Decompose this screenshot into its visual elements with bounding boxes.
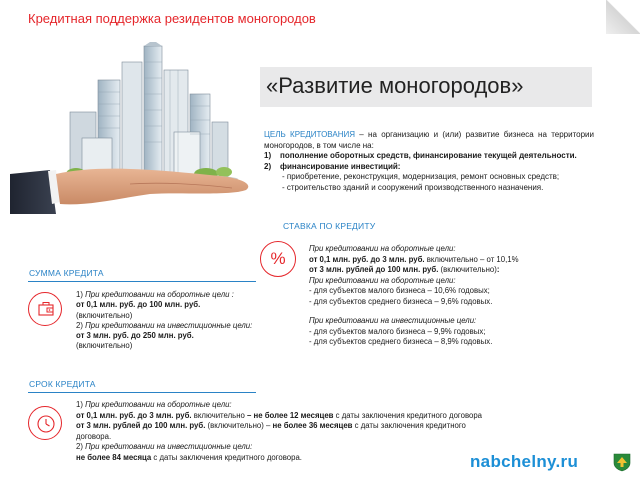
term-duration: не более 84 месяца (76, 452, 152, 462)
term-amount-range: от 0,1 млн. руб. до 3 млн. руб. (76, 410, 192, 420)
rate-line (309, 255, 609, 266)
rate-line: - для субъектов среднего бизнеса – 9,6% годовых. (309, 296, 493, 306)
sum-line: (включительно) (76, 341, 133, 351)
term-line-text: с даты заключения кредитного договора (333, 410, 483, 420)
term-duration: не более 36 месяцев (272, 421, 353, 430)
term-line (76, 411, 546, 422)
rate-line: - для субъектов малого бизнеса – 9,9% годовых; (309, 326, 486, 336)
percent-icon (260, 241, 296, 277)
rate-line: При кредитовании на оборотные цели: (309, 244, 456, 253)
rate-section-title: СТАВКА ПО КРЕДИТУ (283, 221, 376, 231)
credit-goal-subitem: - приобретение, реконструкция, модернизация, ремонт основных средств; (282, 172, 560, 181)
percent-symbol: % (270, 249, 286, 268)
sum-item-number: 1) (76, 290, 86, 299)
term-line-text: (включительно) – (205, 421, 273, 430)
sum-item-heading: При кредитовании на инвестиционные цели: (85, 320, 253, 330)
sum-item-number: 2) (76, 320, 86, 330)
rate-line: При кредитовании на инвестиционные цели: (309, 316, 477, 325)
city-emblem-icon (612, 452, 632, 472)
sum-line (76, 321, 260, 331)
sum-details (76, 290, 260, 352)
rate-line: - для субъектов среднего бизнеса – 8,9% годовых. (309, 337, 493, 346)
rate-line (309, 265, 609, 276)
sum-item-heading: При кредитовании на оборотные цели : (85, 290, 234, 299)
clock-icon-graphic (29, 407, 63, 441)
sum-line: (включительно) (76, 310, 133, 320)
term-section-title: СРОК КРЕДИТА (29, 379, 96, 389)
credit-goal-subitem: - строительство зданий и сооружений производственного назначения. (282, 182, 544, 192)
term-item-number: 1) (76, 400, 86, 409)
term-item-heading: При кредитовании на оборотные цели: (85, 400, 232, 409)
term-duration: – не более 12 месяцев (247, 410, 334, 420)
rate-line-colon: : (496, 265, 500, 274)
rate-spacer (309, 307, 609, 316)
credit-goal-heading: ЦЕЛЬ КРЕДИТОВАНИЯ (264, 130, 356, 139)
wallet-icon-graphic (29, 293, 63, 327)
sum-section-divider (28, 281, 256, 282)
rate-details (309, 244, 609, 348)
term-line (76, 442, 546, 453)
wallet-icon (28, 292, 62, 326)
term-line-text: включительно (191, 410, 248, 420)
term-section-divider (28, 392, 256, 393)
credit-goal-item-text: пополнение оборотных средств, финансирование текущей деятельности. (280, 151, 577, 160)
sum-section-title: СУММА КРЕДИТА (29, 268, 104, 278)
credit-goal-item-number: 2) (264, 161, 272, 171)
page-header-title: Кредитная поддержка резидентов моногородов (28, 11, 316, 26)
credit-goal-item (264, 151, 594, 162)
credit-goal-item-number: 1) (264, 151, 272, 160)
term-amount-range: от 3 млн. рублей до 100 млн. руб. (76, 421, 206, 430)
rate-line-text: (включительно) (438, 265, 497, 274)
sum-line (76, 290, 260, 300)
term-line-text: с даты заключения кредитного (352, 421, 466, 430)
credit-goal-intro-text: – на организацию и (или) развитие бизнеса на территории моногородов, в том числе на: (264, 130, 594, 150)
credit-goal-item-text: финансирование инвестиций: (280, 161, 401, 171)
rate-line: - для субъектов малого бизнеса – 10,6% годовых; (309, 286, 490, 295)
rate-amount-range: от 0,1 млн. руб. до 3 млн. руб. (309, 254, 425, 264)
term-line (76, 421, 546, 432)
program-title: «Развитие моногородов» (266, 73, 524, 98)
term-line: договора. (76, 431, 112, 441)
sum-amount-range: от 0,1 млн. руб. до 100 млн. руб. (76, 300, 201, 310)
credit-goal-item (264, 162, 594, 173)
term-item-heading: При кредитовании на инвестиционные цели: (85, 442, 253, 451)
clock-icon (28, 406, 62, 440)
sum-amount-range: от 3 млн. руб. до 250 млн. руб. (76, 331, 194, 341)
term-line (76, 400, 546, 411)
site-logo[interactable]: nabchelny.ru (470, 452, 579, 471)
credit-goal-section (264, 130, 594, 193)
hand-with-city-illustration (10, 42, 266, 214)
rate-amount-range: от 3 млн. рублей до 100 млн. руб. (309, 265, 439, 274)
rate-line: При кредитовании на оборотные цели: (309, 275, 456, 285)
program-title-banner (260, 67, 592, 107)
credit-goal-intro (264, 130, 594, 151)
term-line-text: с даты заключения кредитного договора. (151, 452, 302, 462)
term-item-number: 2) (76, 442, 86, 451)
rate-line-text: включительно – от 10,1% (424, 254, 519, 264)
page-corner-fold (606, 0, 640, 34)
